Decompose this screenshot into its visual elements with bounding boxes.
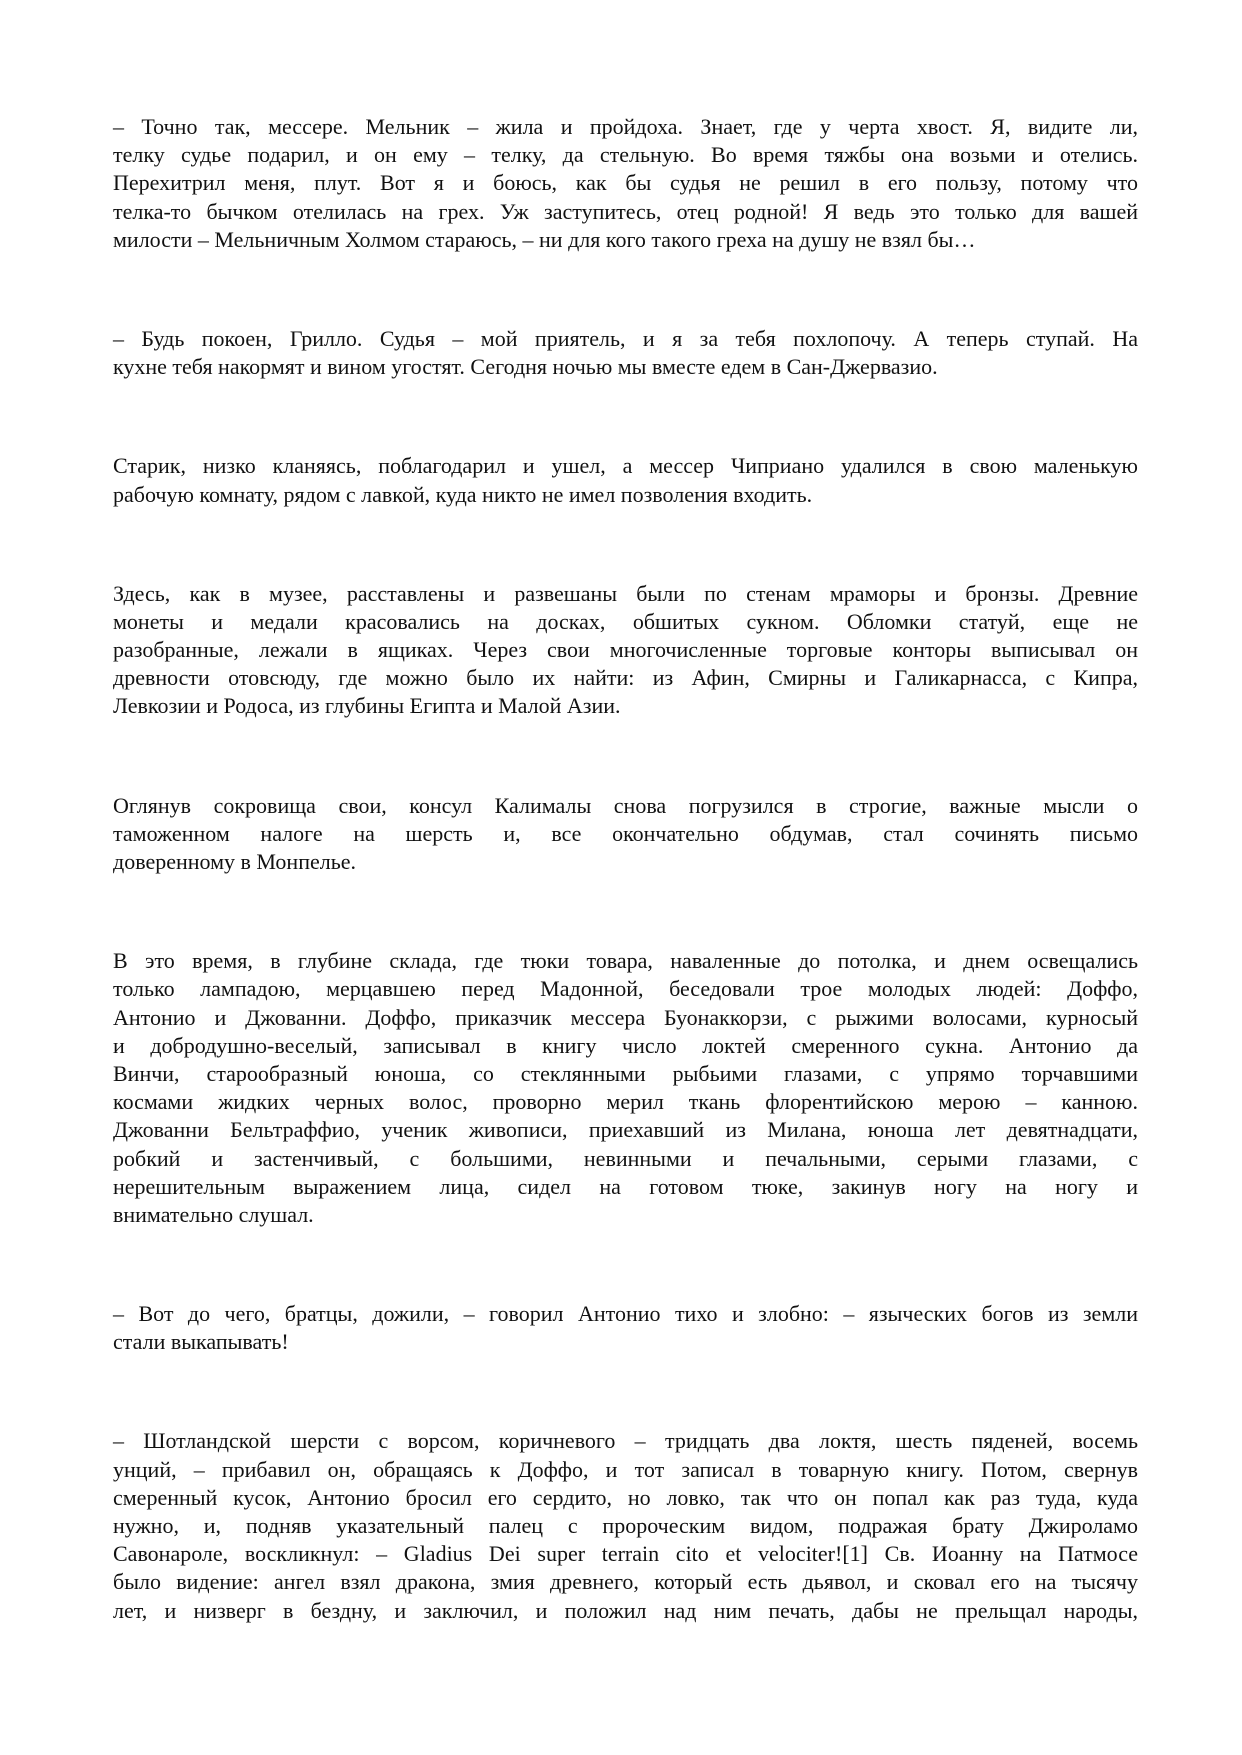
paragraph xyxy=(113,325,1138,381)
text-line: – Точно так, мессере. Мельник – жила и пройдоха. Знает, где у черта хвост. Я, видите ли, xyxy=(113,114,1138,139)
text-line: милости – Мельничным Холмом стараюсь, – ни для кого такого греха на душу не взял бы… xyxy=(113,226,976,252)
text-line: древности отовсюду, где можно было их найти: из Афин, Смирны и Галикарнасса, с Кипра, xyxy=(113,665,1138,691)
text-line: таможенном налоге на шерсть и, все окончательно обдумав, стал сочинять письмо xyxy=(113,820,1138,846)
text-line: Винчи, старообразный юноша, со стеклянными рыбьими глазами, с упрямо торчавшими xyxy=(113,1060,1138,1086)
text-line: В это время, в глубине склада, где тюки товара, наваленные до потолка, и днем освещались xyxy=(113,948,1138,974)
text-line: разобранные, лежали в ящиках. Через свои многочисленные торговые конторы выписывал он xyxy=(113,637,1138,663)
text-line: кухне тебя накормят и вином угостят. Сегодня ночью мы вместе едем в Сан-Джервазио. xyxy=(113,354,938,380)
paragraph xyxy=(113,580,1138,721)
text-line: телку судье подарил, и он ему – телку, да стельную. Во время тяжбы она возьми и отелись. xyxy=(113,142,1138,168)
text-line: Левкозии и Родоса, из глубины Египта и Малой Азии. xyxy=(113,693,621,719)
text-line: – Вот до чего, братцы, дожили, – говорил Антонио тихо и злобно: – языческих богов из земли xyxy=(113,1301,1138,1327)
text-line: – Шотландской шерсти с ворсом, коричневого – тридцать два локтя, шесть пяденей, восемь xyxy=(113,1428,1138,1454)
text-line: внимательно слушал. xyxy=(113,1201,314,1227)
text-line: робкий и застенчивый, с большими, невинными и печальными, серыми глазами, с xyxy=(113,1145,1138,1171)
text-line: только лампадою, мерцавшею перед Мадонной, беседовали трое молодых людей: Доффо, xyxy=(113,976,1138,1002)
text-line: унций, – прибавил он, обращаясь к Доффо, и тот записал в товарную книгу. Потом, свернув xyxy=(113,1456,1138,1482)
text-line: Старик, низко кланяясь, поблагодарил и ушел, а мессер Чиприано удалился в свою маленькую xyxy=(113,453,1138,479)
text-line: стали выкапывать! xyxy=(113,1329,289,1355)
paragraph xyxy=(113,1427,1138,1624)
text-line: космами жидких черных волос, проворно мерил ткань флорентийскою мерою – канною. xyxy=(113,1089,1138,1115)
text-line: Оглянув сокровища свои, консул Калималы снова погрузился в строгие, важные мысли о xyxy=(113,792,1138,818)
text-line: Перехитрил меня, плут. Вот я и боюсь, как бы судья не решил в его пользу, потому что xyxy=(113,170,1138,196)
text-line: Савонароле, воскликнул: – Gladius Dei super terrain cito et velociter![1] Св. Иоанну на Патмосе xyxy=(113,1541,1138,1567)
text-line: и добродушно-веселый, записывал в книгу число локтей смеренного сукна. Антонио да xyxy=(113,1032,1138,1058)
document-page xyxy=(113,113,1138,1696)
text-line: монеты и медали красовались на досках, обшитых сукном. Обломки статуй, еще не xyxy=(113,608,1138,634)
text-line: – Будь покоен, Грилло. Судья – мой приятель, и я за тебя похлопочу. А теперь ступай. На xyxy=(113,325,1138,351)
text-line: доверенному в Монпелье. xyxy=(113,849,357,874)
text-line: рабочую комнату, рядом с лавкой, куда никто не имел позволения входить. xyxy=(113,481,813,507)
text-line: Антонио и Джованни. Доффо, приказчик мессера Буонаккорзи, с рыжими волосами, курносый xyxy=(113,1004,1138,1030)
paragraph xyxy=(113,792,1138,877)
paragraph xyxy=(113,1300,1138,1356)
text-line: нерешительным выражением лица, сидел на готовом тюке, закинув ногу на ногу и xyxy=(113,1173,1138,1199)
text-line: лет, и низверг в бездну, и заключил, и положил над ним печать, дабы не прельщал народы, xyxy=(113,1597,1138,1623)
text-line: Джованни Бельтраффио, ученик живописи, приехавший из Милана, юноша лет девятнадцати, xyxy=(113,1117,1138,1143)
paragraph xyxy=(113,947,1138,1229)
text-line: смеренный кусок, Антонио бросил его сердито, но ловко, так что он попал как раз туда, куда xyxy=(113,1484,1138,1510)
text-line: нужно, и, подняв указательный палец с пророческим видом, подражая брату Джироламо xyxy=(113,1513,1138,1538)
paragraph xyxy=(113,113,1138,254)
paragraph xyxy=(113,452,1138,508)
text-line: Здесь, как в музее, расставлены и развешаны были по стенам мраморы и бронзы. Древние xyxy=(113,580,1138,606)
text-line: было видение: ангел взял дракона, змия древнего, который есть дьявол, и сковал его на тысячу xyxy=(113,1569,1138,1595)
text-line: телка-то бычком отелилась на грех. Уж заступитесь, отец родной! Я ведь это только для вашей xyxy=(113,198,1138,224)
